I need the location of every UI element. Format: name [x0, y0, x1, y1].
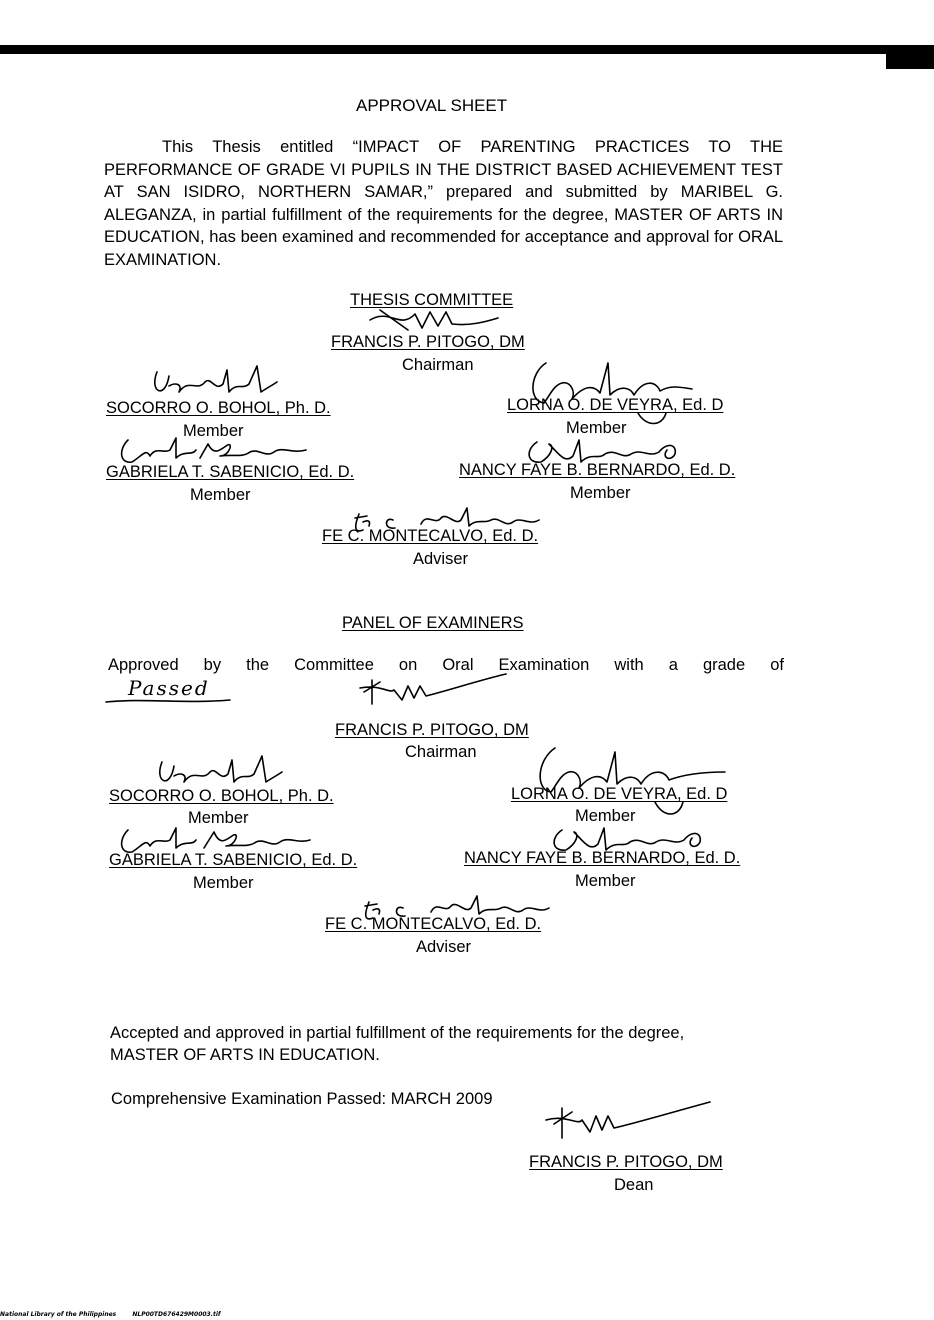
- committee-member1-name: SOCORRO O. BOHOL, Ph. D.: [106, 399, 331, 417]
- page-title: APPROVAL SHEET: [356, 96, 508, 115]
- committee-adviser-name: FE C. MONTECALVO, Ed. D.: [322, 527, 539, 545]
- committee-member3-role: Member: [190, 486, 251, 504]
- panel-member4-name: NANCY FAYE B. BERNARDO, Ed. D.: [464, 849, 741, 867]
- committee-adviser-role: Adviser: [413, 550, 469, 568]
- file-code: NLP00TD676429M0003.tif: [132, 1311, 221, 1318]
- panel-adviser-name: FE C. MONTECALVO, Ed. D.: [325, 915, 542, 933]
- scan-corner-mark: [886, 45, 934, 69]
- panel-chairman-role: Chairman: [405, 743, 477, 761]
- panel-chairman-signature: [350, 670, 510, 710]
- committee-chairman-name: FRANCIS P. PITOGO, DM: [331, 333, 525, 351]
- committee-member1-role: Member: [183, 422, 244, 440]
- approved-word: with: [614, 656, 644, 674]
- committee-member2-name: LORNA O. DE VEYRA, Ed. D: [507, 396, 724, 414]
- thesis-paragraph: [104, 136, 783, 271]
- panel-adviser-role: Adviser: [416, 938, 472, 956]
- committee-chairman-role: Chairman: [402, 356, 474, 374]
- scan-top-border: [0, 45, 934, 54]
- panel-member2-role: Member: [575, 807, 636, 825]
- panel-member1-role: Member: [188, 809, 249, 827]
- library-credit: National Library of the Philippines: [0, 1311, 117, 1318]
- panel-chairman-name: FRANCIS P. PITOGO, DM: [335, 721, 529, 739]
- dean-signature: [540, 1098, 715, 1146]
- approved-word: the: [246, 656, 270, 674]
- committee-member4-name: NANCY FAYE B. BERNARDO, Ed. D.: [459, 461, 736, 479]
- approved-word: a: [668, 656, 678, 674]
- panel-member3-name: GABRIELA T. SABENICIO, Ed. D.: [109, 851, 358, 869]
- approved-word: Examination: [498, 656, 590, 674]
- approved-word: by: [203, 656, 222, 674]
- approved-word: Approved: [108, 656, 179, 674]
- handwritten-grade: Passed: [128, 676, 210, 700]
- dean-name: FRANCIS P. PITOGO, DM: [529, 1153, 723, 1171]
- approved-word: on: [398, 656, 418, 674]
- approved-word: of: [770, 656, 784, 674]
- panel-member3-role: Member: [193, 874, 254, 892]
- approved-word: Oral: [442, 656, 474, 674]
- panel-member2-name: LORNA O. DE VEYRA, Ed. D: [511, 785, 728, 803]
- thesis-paragraph-text: This Thesis entitled “IMPACT OF PARENTING PRACTICES TO THE PERFORMANCE OF GRADE VI PUPILS IN THE DISTRICT BASED ACHIEVEMENT TEST AT SAN ISIDRO, NORTHERN SAMAR,” prepared and submitted by MARIBEL G. ALEGANZA, in partial fulfillment of the requirements for the degree, MASTER OF ARTS IN EDUCATION, has been examined and recommended for acceptance and approval for ORAL EXAMINATION.: [104, 138, 783, 269]
- thesis-committee-heading: THESIS COMMITTEE: [350, 291, 514, 309]
- grade-underline: [104, 692, 234, 710]
- panel-heading: PANEL OF EXAMINERS: [342, 614, 524, 632]
- dean-role: Dean: [614, 1176, 654, 1194]
- approved-word: Committee: [294, 656, 374, 674]
- approved-word: grade: [702, 656, 746, 674]
- committee-member3-name: GABRIELA T. SABENICIO, Ed. D.: [106, 463, 355, 481]
- committee-member2-role: Member: [566, 419, 627, 437]
- acceptance-line2: MASTER OF ARTS IN EDUCATION.: [110, 1046, 380, 1064]
- committee-member4-role: Member: [570, 484, 631, 502]
- panel-member1-name: SOCORRO O. BOHOL, Ph. D.: [109, 787, 334, 805]
- panel-member4-role: Member: [575, 872, 636, 890]
- scan-footer: [0, 1311, 235, 1318]
- comprehensive-exam: Comprehensive Examination Passed: MARCH 2009: [111, 1090, 493, 1108]
- acceptance-line1: Accepted and approved in partial fulfillment of the requirements for the degree,: [110, 1024, 685, 1042]
